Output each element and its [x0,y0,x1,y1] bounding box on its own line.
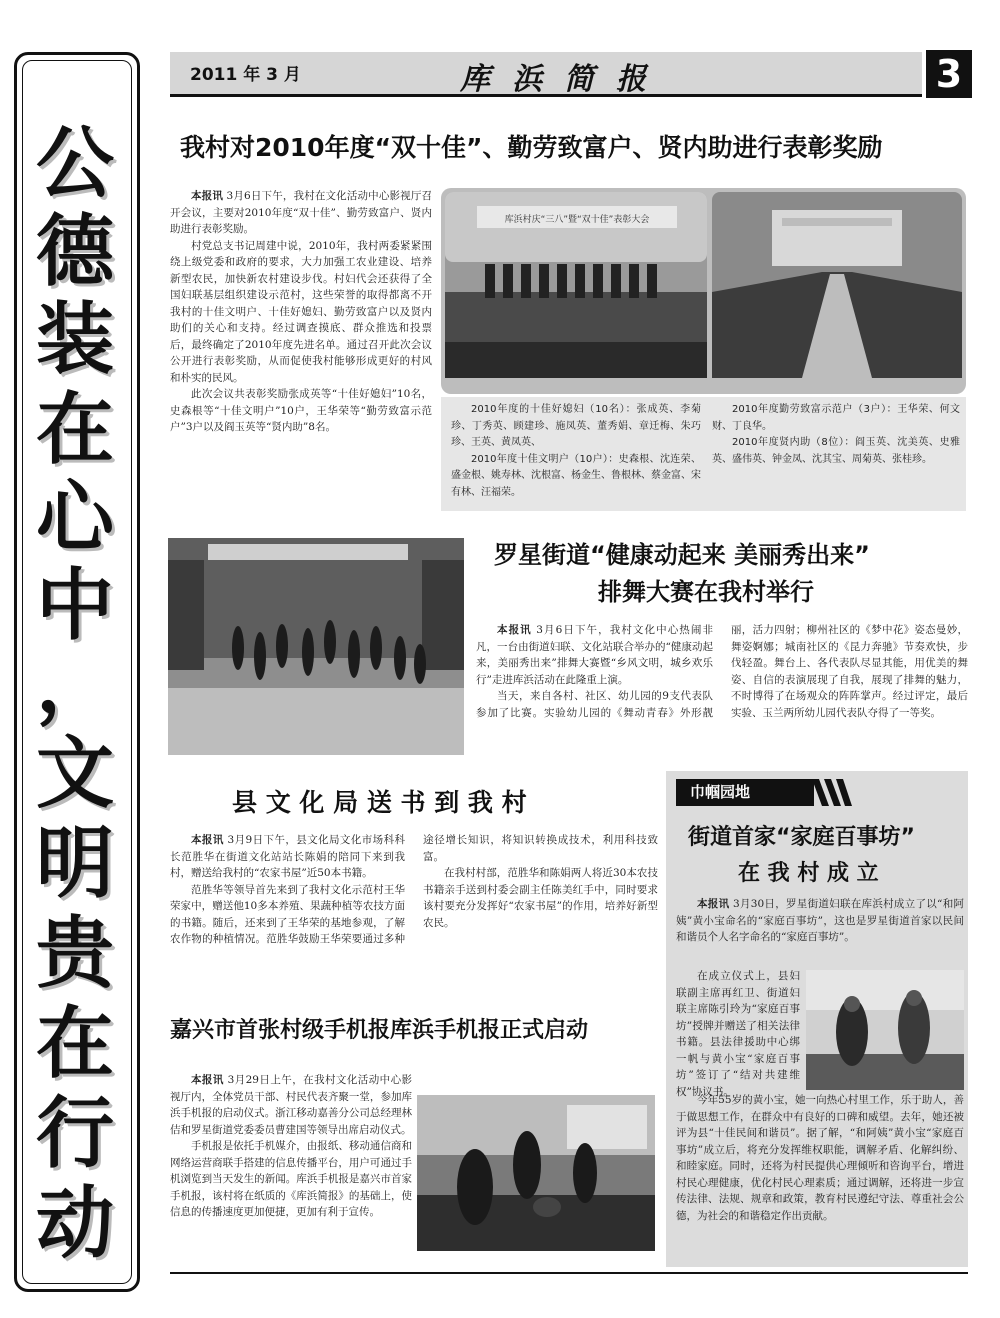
good-wives-label: 2010年度的十佳好媳妇（10名）： [471,404,637,415]
article5-lead: 本报讯 [697,898,730,910]
award-photo-banner: 库浜村庆“三八”暨“双十佳”表彰大会 [504,215,650,225]
side-char: 明 [35,819,114,909]
mobile-news-launch-photo [417,1095,655,1251]
side-char: 心 [35,473,114,563]
side-banner [14,52,140,1292]
side-char: 文 [35,729,114,819]
article3-p1: 3月9日下午，县文化局文化市场科科长范胜华在街道文化站站长陈娟的陪同下来到我村，赠送给我村的“农家书屋”近50本书籍。 [170,834,406,879]
good-helpers-label: 2010年度贤内助（8位）： [732,437,855,448]
article2-headline-line2: 排舞大赛在我村举行 [598,578,814,606]
article5-p1: 3月30日，罗星街道妇联在库浜村成立了以“和阿姨”黄小宝命名的“家庭百事坊”，这也是罗星街道首家以民间和谐员个人名字命名的“家庭百事坊”。 [676,898,965,943]
article1-lead: 本报讯 [191,190,223,202]
article2-headline-line1: 罗星街道“健康动起来 美丽秀出来” [494,541,870,569]
article5-p3: 今年55岁的黄小宝，她一向热心村里工作，乐于助人，善于做思想工作，在群众中有良好的口碑和威望。去年，她还被评为县“十佳民间和谐员”。据了解，“和阿姨”黄小宝“家庭百事坊”成立后，将充分发挥维权职能，调解矛盾、化解纠纷、和睦家庭。同时，还将为村民提供心理倾听和咨询平台，增进村民心理健康，优化村民心理素质；通过调解，还将进一步宣传法律、法规、规章和政策，教育村民遵纪守法、尊重社会公德，为社会的和谐稳定作出贡献。 [676,1094,964,1222]
article4-body [170,1072,412,1221]
rich-households-names: 王华荣、何文财、丁良华。 [712,404,960,432]
audience-photo [712,192,962,378]
article3-p3: 在我村村部，范胜华和陈娟两人将近30本农技书籍亲手送到村委会副主任陈美红手中，同时要求该村要充分发挥好“农家书屋”的作用，培养好新型农民。 [423,867,658,929]
award-list-right [712,402,960,468]
article4-lead: 本报讯 [191,1074,224,1086]
women-corner-tag: 巾帼园地 [676,779,814,806]
article5-p2-column [676,968,800,1100]
article1-p2: 村党总支书记周建中说，2010年，我村两委紧紧围绕上级党委和政府的要求，大力加强工农业建设、培养新型农民，加快新农村建设步伐。村妇代会还获得了全国妇联基层组织建设示范村，这些荣誉的取得都离不开我村的十佳文明户、十佳好媳妇、勤劳致富户以及贤内助们的关心和支持。经过调查摸底、群众推选和投票后，最终确定了2010年度先进名单。通过召开此次会议公开进行表彰奖励，从而促使我村能够形成更好的村风和朴实的民风。 [170,239,432,384]
civil-households-names: 史森根、沈连荣、盛金根、姚寿林、沈根富、杨金生、鲁根林、蔡金富、宋有林、汪福荣。 [451,453,701,498]
article2-lead: 本报讯 [497,624,532,636]
article2-p1: 3月6日下午，我村文化中心热闹非凡，一台由街道妇联、文化站联合举办的“健康动起来，美丽秀出来”排舞大赛暨“乡风文明，城乡欢乐行”走进库浜活动在此隆重上演。 [476,624,713,686]
newspaper-title: 库浜简报 [460,62,668,97]
article1-body [170,188,432,436]
article2-body [476,622,968,756]
article2-p2: 当天，来自各村、社区、幼儿园的9支代表队参加了比赛。实验幼儿园的《舞动青春》外形靓丽，活力四射；柳州社区的《梦中花》姿态曼妙，舞姿婀娜；城南社区的《昆力奔驰》节奏欢快，步伐轻盈。舞台上、各代表队尽显其能，用优美的舞姿、自信的表演展现了自我，展现了排舞的魅力，不时博得了在场观众的阵阵掌声。经过评定，最后实验、玉兰两所幼儿园代表队夺得了一等奖。 [476,624,968,719]
side-char: 贵 [35,909,114,999]
dance-contest-photo [168,538,464,755]
article5-p2: 在成立仪式上，县妇联副主席再红卫、街道妇联主席陈引玲为“家庭百事坊”授牌并赠送了相关法律书籍。县法律援助中心绑一帆与黄小宝“家庭百事坊”签订了“结对共建维权”协议书。 [676,970,800,1098]
side-char: 在 [35,385,114,475]
side-char: ， [35,639,114,729]
side-char: 装 [35,295,114,385]
signing-ceremony-photo [806,970,964,1090]
article1-headline: 我村对2010年度“双十佳”、勤劳致富户、贤内助进行表彰奖励 [180,133,883,162]
article5-p3-block [676,1092,964,1224]
article3-headline: 县 文 化 局 送 书 到 我 村 [232,788,527,817]
article5-headline-line2: 在 我 村 成 立 [738,861,879,886]
good-helpers-names: 阎玉英、沈美英、史雅英、盛伟英、钟金凤、沈其宝、周菊英、张桂珍。 [712,437,961,465]
article3-body [170,832,658,972]
article4-headline: 嘉兴市首张村级手机报库浜手机报正式启动 [170,1018,589,1043]
article5-intro [676,896,964,946]
side-char: 公 [35,119,114,209]
tag-stripes-icon [812,779,852,806]
article4-p1: 3月29日上午，在我村文化活动中心影视厅内，全体党员干部、村民代表齐聚一堂，参加库浜手机报的启动仪式。浙江移动嘉善分公司总经理林佶和罗星街道党委委员曹建国等领导出席启动仪式。 [170,1074,413,1136]
side-char: 在 [35,999,114,1089]
side-char: 中 [35,561,114,651]
article5-headline-line1: 街道首家“家庭百事坊” [688,825,915,850]
side-char: 德 [35,207,114,297]
good-wives-names: 张成英、李菊珍、丁秀英、顾建珍、施凤英、董秀娟、章迁梅、朱巧珍、王英、黄凤英、 [451,404,701,448]
page-bottom-rule [170,1272,968,1274]
article3-lead: 本报讯 [191,834,224,846]
civil-households-label: 2010年度十佳文明户（10户）： [471,453,619,465]
award-list-left [451,402,701,501]
page-number: 3 [926,50,972,98]
article3-p2: 范胜华等领导首先来到了我村文化示范村王华荣家中，赠送他10多本养殖、果蔬种植等农技方面的书籍。随后，还来到了王华荣的基地参观，了解农作物的种植情况。范胜华鼓励王华荣要通过多种途径增长知识，将知识转换成技术，利用科技致富。 [170,834,658,945]
article4-p2: 手机报是依托手机媒介，由报纸、移动通信商和网络运营商联手搭建的信息传播平台，用户可通过手机浏览到当天发生的新闻。库浜手机报是嘉兴市首家手机报，该村将在纸质的《库浜简报》的基础上，使信息的传播速度更加便捷，更加有利于宣传。 [170,1140,412,1218]
award-ceremony-photo [445,192,707,378]
article1-p3: 此次会议共表彰奖励张成英等“十佳好媳妇”10名，史森根等“十佳文明户”10户，王华荣等“勤劳致富示范户”3户以及阎玉英等“贤内助”8名。 [170,388,432,433]
rich-households-label: 2010年度勤劳致富示范户（3户）： [732,404,898,415]
article1-p1: 3月6日下午，我村在文化活动中心影视厅召开会议，主要对2010年度“双十佳”、勤劳致富户、贤内助进行表彰奖励。 [170,190,432,235]
side-char: 动 [35,1179,114,1269]
issue-date: 2011 年 3 月 [190,65,301,85]
side-char: 行 [35,1089,114,1179]
